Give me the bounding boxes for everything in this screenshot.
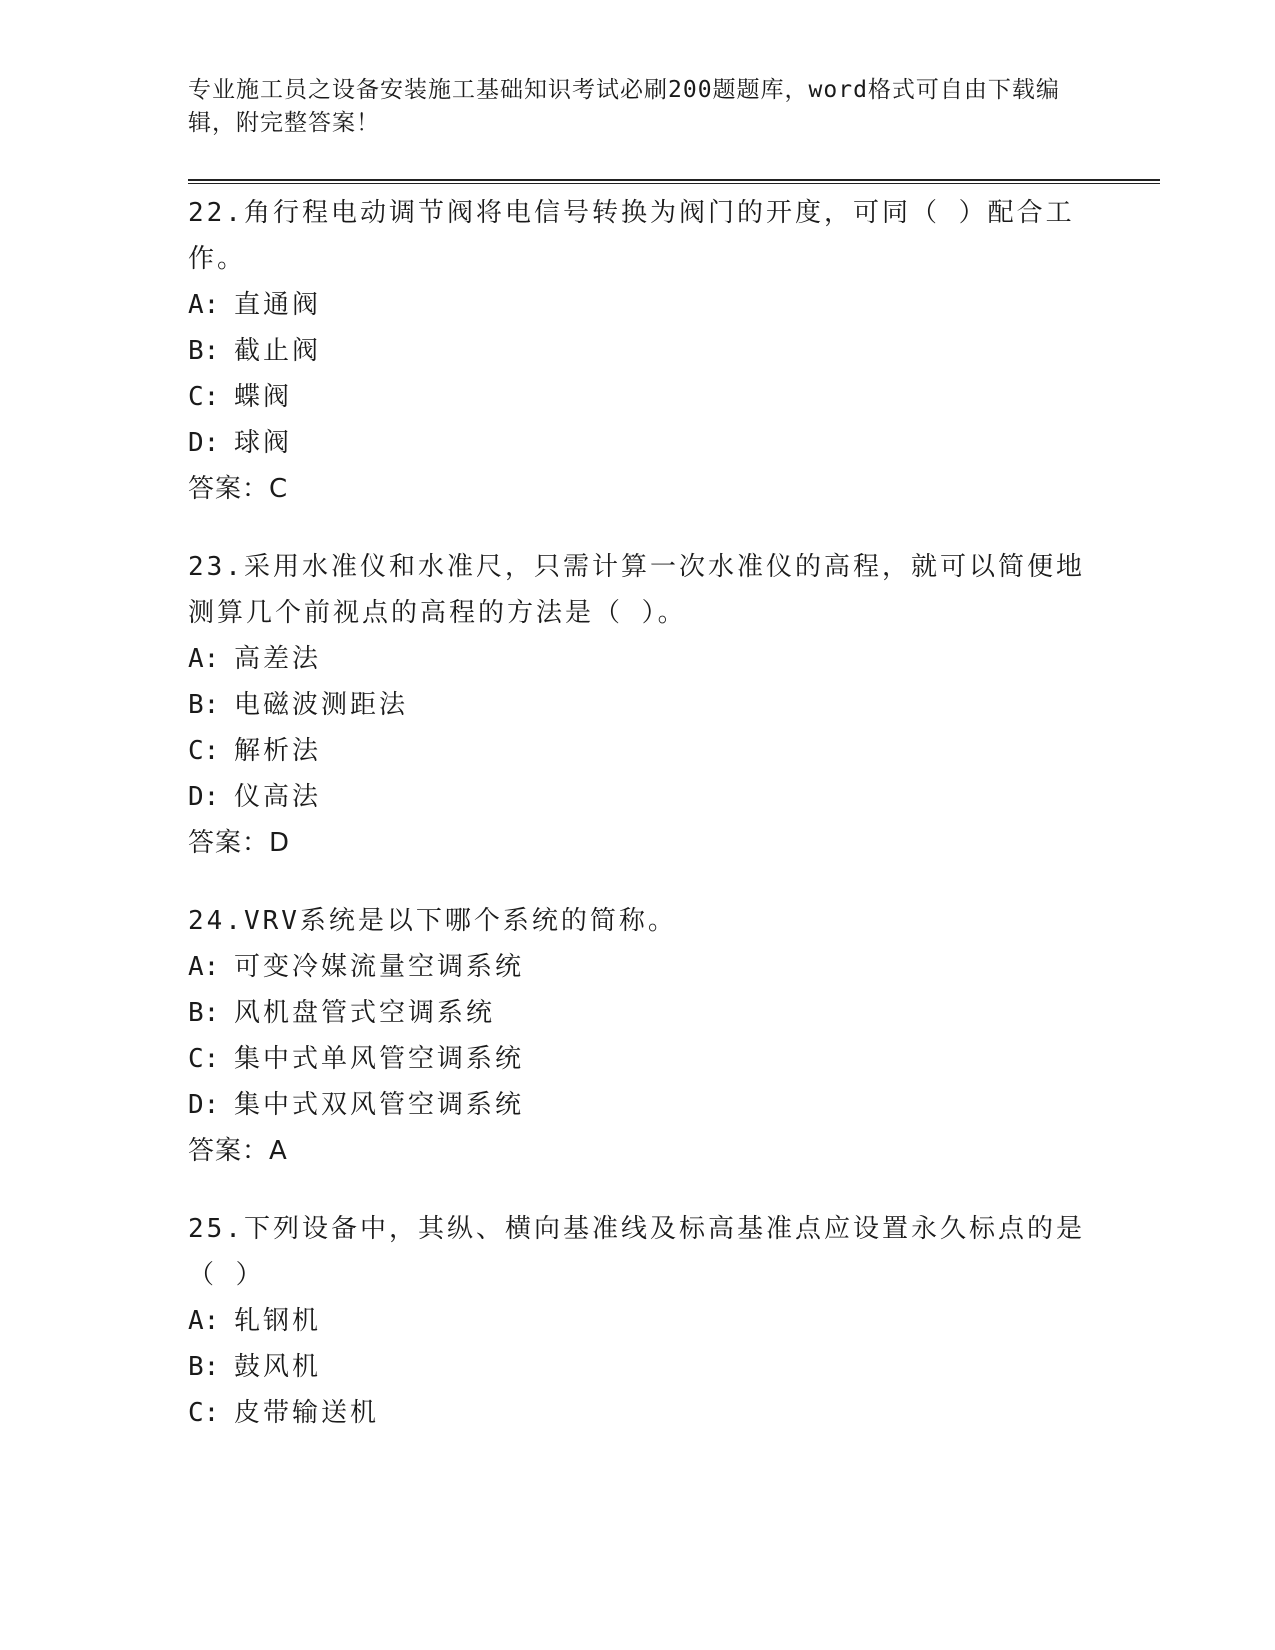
question-stem: 23.采用水准仪和水准尺，只需计算一次水准仪的高程，就可以简便地测算几个前视点的高程的方法是（ ）。	[188, 552, 1085, 628]
option-c	[188, 1036, 1088, 1082]
option-d	[188, 774, 1088, 820]
option-text: 轧钢机	[234, 1306, 322, 1336]
option-b	[188, 990, 1088, 1036]
option-letter: D:	[188, 428, 220, 458]
option-text: 皮带输送机	[234, 1398, 380, 1428]
option-text: 可变冷媒流量空调系统	[234, 952, 525, 982]
option-letter: A:	[188, 952, 220, 982]
question-25	[188, 1206, 1088, 1436]
option-text: 球阀	[234, 428, 293, 458]
option-letter: D:	[188, 782, 220, 812]
option-letter: B:	[188, 336, 220, 366]
option-a	[188, 1298, 1088, 1344]
question-22	[188, 190, 1088, 512]
option-a	[188, 944, 1088, 990]
question-stem: 22.角行程电动调节阀将电信号转换为阀门的开度，可同（ ）配合工作。	[188, 198, 1075, 274]
document-header: 专业施工员之设备安装施工基础知识考试必刷200题题库，word格式可自由下载编辑，附完整答案！	[188, 77, 1060, 136]
option-text: 鼓风机	[234, 1352, 322, 1382]
option-c	[188, 1390, 1088, 1436]
option-b	[188, 1344, 1088, 1390]
option-text: 高差法	[234, 644, 322, 674]
question-list	[188, 190, 1088, 1468]
option-letter: A:	[188, 1306, 220, 1336]
option-text: 风机盘管式空调系统	[234, 998, 496, 1028]
option-text: 电磁波测距法	[234, 690, 409, 720]
option-letter: C:	[188, 1044, 220, 1074]
option-letter: B:	[188, 690, 220, 720]
answer-line: 答案：A	[188, 1136, 288, 1166]
question-24	[188, 898, 1088, 1174]
option-b	[188, 328, 1088, 374]
option-a	[188, 636, 1088, 682]
option-text: 蝶阀	[234, 382, 293, 412]
option-letter: C:	[188, 736, 220, 766]
option-d	[188, 1082, 1088, 1128]
option-letter: C:	[188, 382, 220, 412]
option-letter: A:	[188, 290, 220, 320]
header-divider	[188, 179, 1160, 184]
option-a	[188, 282, 1088, 328]
option-c	[188, 728, 1088, 774]
option-b	[188, 682, 1088, 728]
option-c	[188, 374, 1088, 420]
question-23	[188, 544, 1088, 866]
question-stem: 24.VRV系统是以下哪个系统的简称。	[188, 906, 677, 936]
option-text: 集中式双风管空调系统	[234, 1090, 525, 1120]
option-letter: D:	[188, 1090, 220, 1120]
option-text: 解析法	[234, 736, 322, 766]
answer-line: 答案：C	[188, 474, 289, 504]
question-stem: 25.下列设备中，其纵、横向基准线及标高基准点应设置永久标点的是（ ）	[188, 1214, 1085, 1290]
option-letter: A:	[188, 644, 220, 674]
option-text: 仪高法	[234, 782, 322, 812]
answer-line: 答案：D	[188, 828, 291, 858]
option-text: 直通阀	[234, 290, 322, 320]
option-d	[188, 420, 1088, 466]
option-letter: B:	[188, 1352, 220, 1382]
option-letter: C:	[188, 1398, 220, 1428]
option-text: 集中式单风管空调系统	[234, 1044, 525, 1074]
option-text: 截止阀	[234, 336, 322, 366]
document-page	[188, 0, 1168, 1650]
option-letter: B:	[188, 998, 220, 1028]
